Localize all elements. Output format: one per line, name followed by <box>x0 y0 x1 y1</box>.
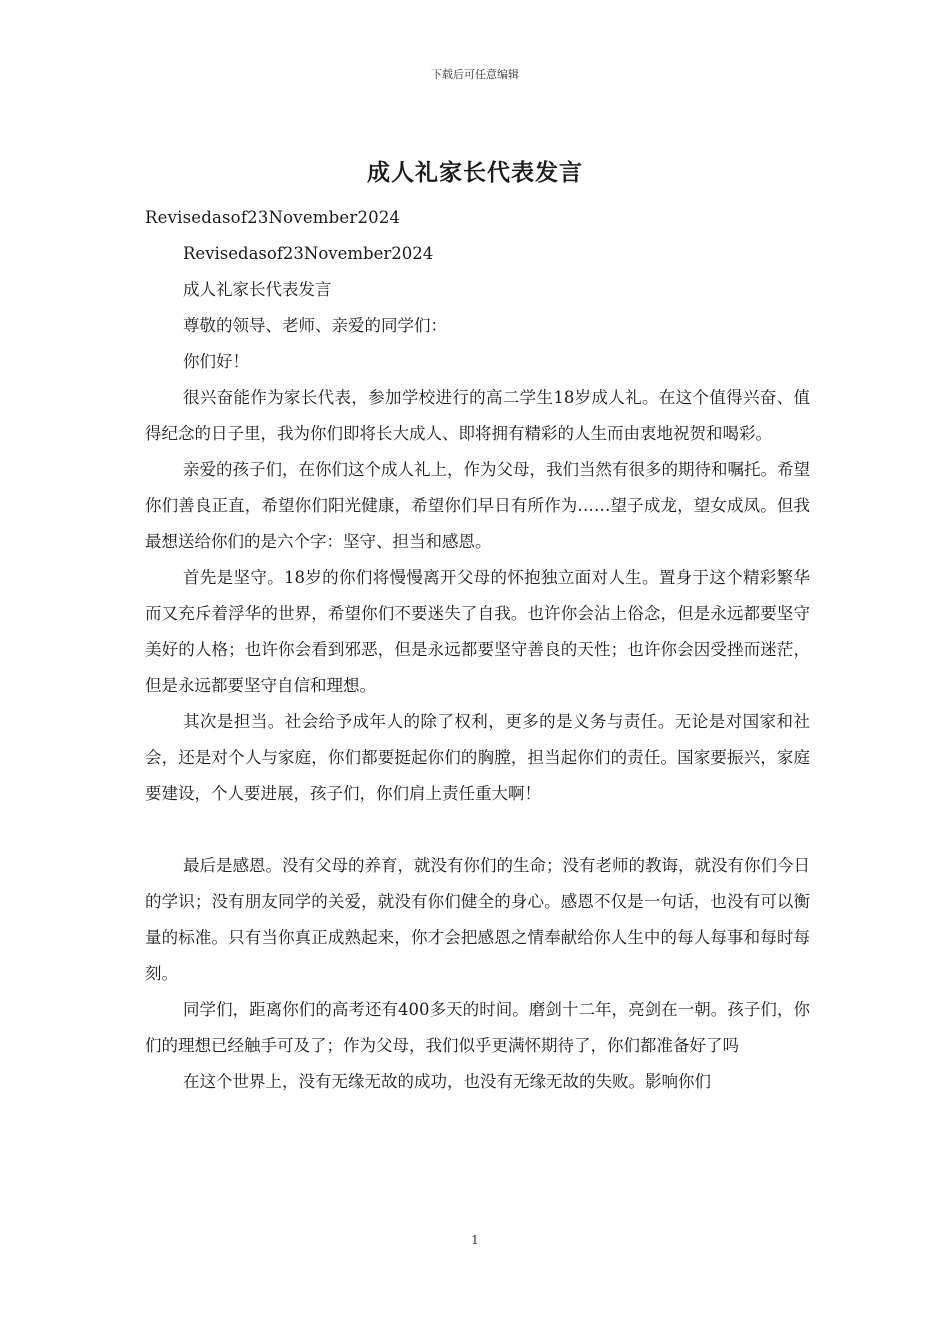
paragraph-success: 在这个世界上，没有无缘无故的成功，也没有无缘无故的失败。影响你们 <box>183 1072 711 1091</box>
paragraph-exam: 同学们，距离你们的高考还有400多天的时间。磨剑十二年，亮剑在一朝。孩子们，你们的理想已经触手可及了；作为父母，我们似乎更满怀期待了，你们都准备好了吗 <box>145 1000 810 1055</box>
hello-line: 你们好！ <box>183 352 249 371</box>
paragraph-perseverance: 首先是坚守。18岁的你们将慢慢离开父母的怀抱独立面对人生。置身于这个精彩繁华而又充斥着浮华的世界，希望你们不要迷失了自我。也许你会沾上俗念，但是永远都要坚守美好的人格；也许你会看到邪恶，但是永远都要坚守善良的天性；也许你会因受挫而迷茫，但是永远都要坚守自信和理想。 <box>145 568 810 695</box>
page-header: 下载后可任意编辑 <box>431 68 519 81</box>
page-number: 1 <box>471 1233 479 1247</box>
paragraph-gratitude: 最后是感恩。没有父母的养育，就没有你们的生命；没有老师的教诲，就没有你们今日的学识；没有朋友同学的关爱，就没有你们健全的身心。感恩不仅是一句话，也没有可以衡量的标准。只有当你真正成熟起来，你才会把感恩之情奉献给你人生中的每人每事和每时每刻。 <box>145 856 810 983</box>
document-body <box>145 200 810 1100</box>
paragraph-spacer <box>145 812 810 848</box>
revised-date-line: Revisedasof23November2024 <box>145 208 401 227</box>
document-title: 成人礼家长代表发言 <box>367 160 583 186</box>
subtitle: 成人礼家长代表发言 <box>183 280 332 299</box>
paragraph-responsibility: 其次是担当。社会给予成年人的除了权利，更多的是义务与责任。无论是对国家和社会，还是对个人与家庭，你们都要挺起你们的胸膛，担当起你们的责任。国家要振兴，家庭要建设，个人要进展，孩子们，你们肩上责任重大啊！ <box>145 712 810 803</box>
paragraph-expectations: 亲爱的孩子们，在你们这个成人礼上，作为父母，我们当然有很多的期待和嘱托。希望你们善良正直，希望你们阳光健康，希望你们早日有所作为……望子成龙，望女成凤。但我最想送给你们的是六个字：坚守、担当和感恩。 <box>145 460 810 551</box>
greeting: 尊敬的领导、老师、亲爱的同学们： <box>183 316 447 335</box>
revised-date-line-indented: Revisedasof23November2024 <box>183 244 434 263</box>
paragraph-intro: 很兴奋能作为家长代表，参加学校进行的高二学生18岁成人礼。在这个值得兴奋、值得纪念的日子里，我为你们即将长大成人、即将拥有精彩的人生而由衷地祝贺和喝彩。 <box>145 388 810 443</box>
